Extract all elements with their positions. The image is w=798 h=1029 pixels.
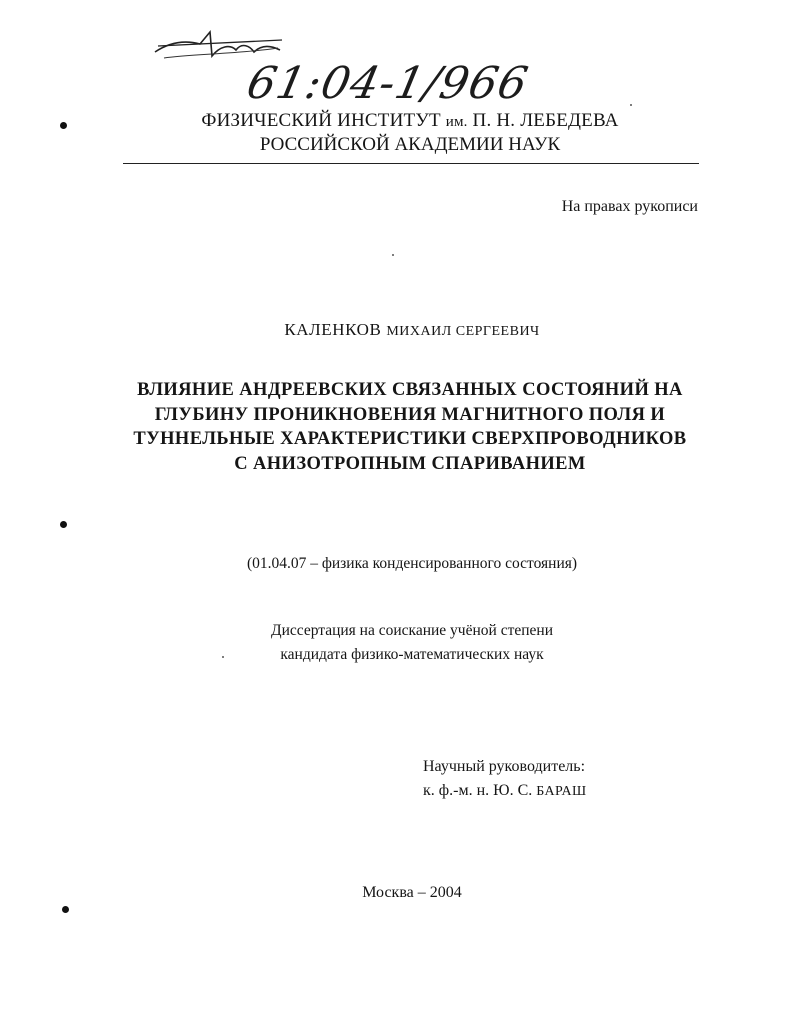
punch-hole-mark: [62, 906, 69, 913]
supervisor-surname: БАРАШ: [536, 784, 587, 799]
author-given-names: МИХАИЛ СЕРГЕЕВИЧ: [386, 324, 540, 339]
header-divider: [123, 163, 699, 164]
city-year: Москва – 2004: [362, 884, 462, 901]
manuscript-note: На правах рукописи: [561, 198, 698, 215]
punch-hole-mark: [60, 122, 67, 129]
title-line: ВЛИЯНИЕ АНДРЕЕВСКИХ СВЯЗАННЫХ СОСТОЯНИЙ НА: [137, 380, 683, 400]
scan-speck: [222, 656, 224, 658]
catalog-number: 61:04-1/966: [242, 58, 533, 109]
specialty-code: (01.04.07 – физика конденсированного состояния): [246, 555, 578, 572]
scan-speck: [392, 254, 394, 256]
degree-statement-line2: кандидата физико-математических наук: [280, 646, 544, 663]
scan-speck: [630, 104, 632, 106]
author-surname: КАЛЕНКОВ: [284, 320, 382, 339]
supervisor-label: Научный руководитель:: [423, 758, 586, 775]
supervisor-degree: к. ф.-м. н.: [423, 782, 490, 799]
supervisor-name: [423, 782, 586, 800]
institute-name-line2: РОССИЙСКОЙ АКАДЕМИИ НАУК: [259, 134, 561, 155]
title-line: С АНИЗОТРОПНЫМ СПАРИВАНИЕМ: [234, 453, 586, 474]
institute-name-line1: [0, 110, 798, 132]
supervisor-initials: Ю. С.: [493, 782, 533, 799]
punch-hole-mark: [60, 521, 67, 528]
author-name: [0, 320, 798, 340]
institute-name-part1: ФИЗИЧЕСКИЙ ИНСТИТУТ: [201, 110, 446, 131]
degree-statement-line1: Диссертация на соискание учёной степени: [271, 622, 553, 639]
institute-name-part2: П. Н. ЛЕБЕДЕВА: [467, 110, 619, 131]
title-line: ТУННЕЛЬНЫЕ ХАРАКТЕРИСТИКИ СВЕРХПРОВОДНИКОВ: [133, 429, 687, 449]
institute-name-abbrev: им.: [445, 114, 468, 130]
dissertation-title: [90, 378, 730, 476]
title-line: ГЛУБИНУ ПРОНИКНОВЕНИЯ МАГНИТНОГО ПОЛЯ И: [154, 404, 666, 425]
